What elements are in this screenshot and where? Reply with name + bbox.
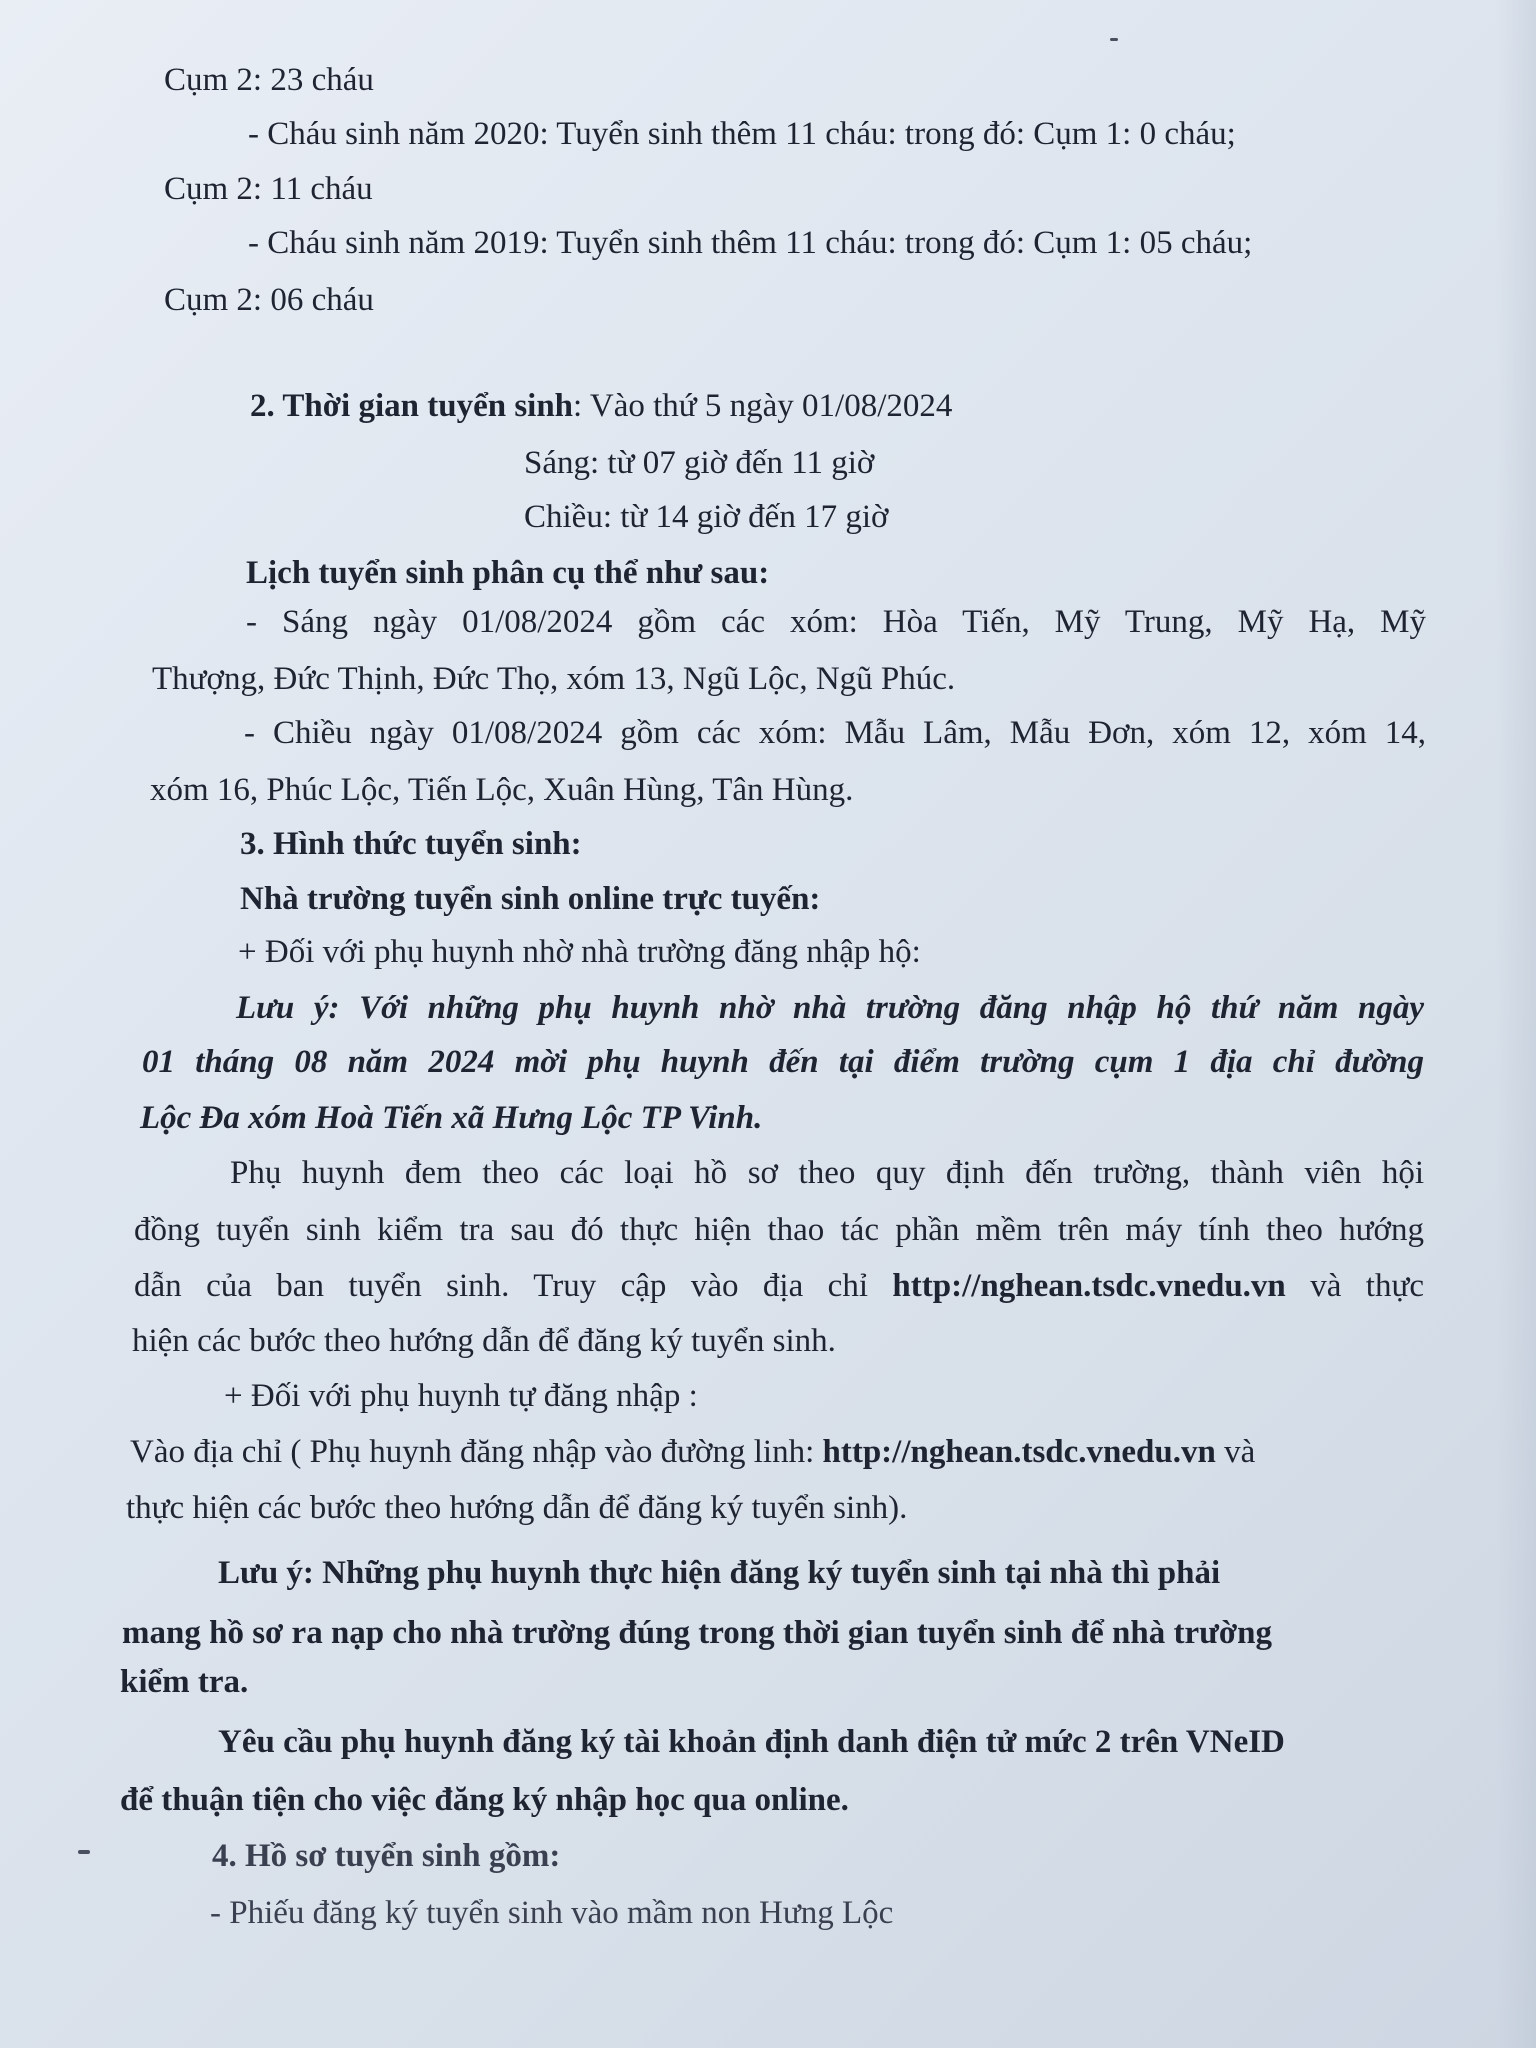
page-edge-shadow <box>1496 0 1536 2048</box>
stray-mark <box>1110 38 1118 41</box>
request-line: Yêu cầu phụ huynh đăng ký tài khoản định danh điện tử mức 2 trên VNeID <box>218 1724 1285 1760</box>
text-line: - Cháu sinh năm 2020: Tuyển sinh thêm 11 cháu: trong đó: Cụm 1: 0 cháu; <box>248 116 1236 152</box>
text-line: - Phiếu đăng ký tuyển sinh vào mầm non Hưng Lộc <box>210 1895 894 1931</box>
note-line: mang hồ sơ ra nạp cho nhà trường đúng trong thời gian tuyển sinh để nhà trường <box>122 1615 1273 1651</box>
request-line: để thuận tiện cho việc đăng ký nhập học qua online. <box>120 1782 849 1818</box>
url-link[interactable]: http://nghean.tsdc.vnedu.vn <box>822 1434 1216 1470</box>
text-line: Cụm 2: 06 cháu <box>164 282 374 318</box>
text-line: - Sáng ngày 01/08/2024 gồm các xóm: Hòa Tiến, Mỹ Trung, Mỹ Hạ, Mỹ <box>246 604 1426 640</box>
schedule-heading: Lịch tuyển sinh phân cụ thể như sau: <box>246 555 770 591</box>
text-line <box>134 1266 1424 1306</box>
url-link[interactable]: http://nghean.tsdc.vnedu.vn <box>892 1268 1286 1304</box>
section-2-heading <box>250 386 952 426</box>
section-4-heading: 4. Hồ sơ tuyển sinh gồm: <box>212 1838 561 1874</box>
text-line: - Chiều ngày 01/08/2024 gồm các xóm: Mẫu Lâm, Mẫu Đơn, xóm 12, xóm 14, <box>244 715 1426 751</box>
text-line: đồng tuyển sinh kiểm tra sau đó thực hiện thao tác phần mềm trên máy tính theo hướng <box>134 1212 1424 1248</box>
text-span: Vào địa chỉ ( Phụ huynh đăng nhập vào đường linh: <box>130 1434 823 1470</box>
text-line: - Cháu sinh năm 2019: Tuyển sinh thêm 11 cháu: trong đó: Cụm 1: 05 cháu; <box>248 225 1253 261</box>
text-line <box>130 1432 1255 1472</box>
section-2-label: 2. Thời gian tuyển sinh <box>250 388 574 424</box>
text-span: và thực <box>1285 1268 1424 1304</box>
text-line: xóm 16, Phúc Lộc, Tiến Lộc, Xuân Hùng, Tân Hùng. <box>150 772 854 808</box>
text-line: Chiều: từ 14 giờ đến 17 giờ <box>524 499 889 535</box>
note-line: kiểm tra. <box>120 1664 249 1700</box>
note-line: 01 tháng 08 năm 2024 mời phụ huynh đến tại điểm trường cụm 1 địa chỉ đường <box>142 1044 1424 1080</box>
stray-mark <box>78 1850 90 1854</box>
text-span: dẫn của ban tuyển sinh. Truy cập vào địa chỉ <box>134 1268 893 1304</box>
text-span: và <box>1215 1434 1256 1470</box>
text-line: hiện các bước theo hướng dẫn để đăng ký tuyển sinh. <box>132 1323 836 1359</box>
text-line: thực hiện các bước theo hướng dẫn để đăng ký tuyển sinh). <box>126 1490 908 1526</box>
text-line: Phụ huynh đem theo các loại hồ sơ theo quy định đến trường, thành viên hội <box>230 1155 1424 1191</box>
note-line: Lưu ý: Với những phụ huynh nhờ nhà trường đăng nhập hộ thứ năm ngày <box>236 990 1424 1026</box>
text-line: Cụm 2: 23 cháu <box>164 62 374 98</box>
online-heading: Nhà trường tuyển sinh online trực tuyến: <box>240 881 821 917</box>
section-2-date: : Vào thứ 5 ngày 01/08/2024 <box>573 388 953 424</box>
text-line: + Đối với phụ huynh nhờ nhà trường đăng nhập hộ: <box>238 934 921 970</box>
text-line: + Đối với phụ huynh tự đăng nhập : <box>224 1378 698 1414</box>
text-line: Cụm 2: 11 cháu <box>164 171 373 207</box>
text-line: Thượng, Đức Thịnh, Đức Thọ, xóm 13, Ngũ Lộc, Ngũ Phúc. <box>152 661 956 697</box>
note-line: Lưu ý: Những phụ huynh thực hiện đăng ký tuyển sinh tại nhà thì phải <box>218 1555 1221 1591</box>
note-line: Lộc Đa xóm Hoà Tiến xã Hưng Lộc TP Vinh. <box>140 1100 763 1136</box>
text-line: Sáng: từ 07 giờ đến 11 giờ <box>524 445 875 481</box>
section-3-heading: 3. Hình thức tuyển sinh: <box>240 826 582 862</box>
